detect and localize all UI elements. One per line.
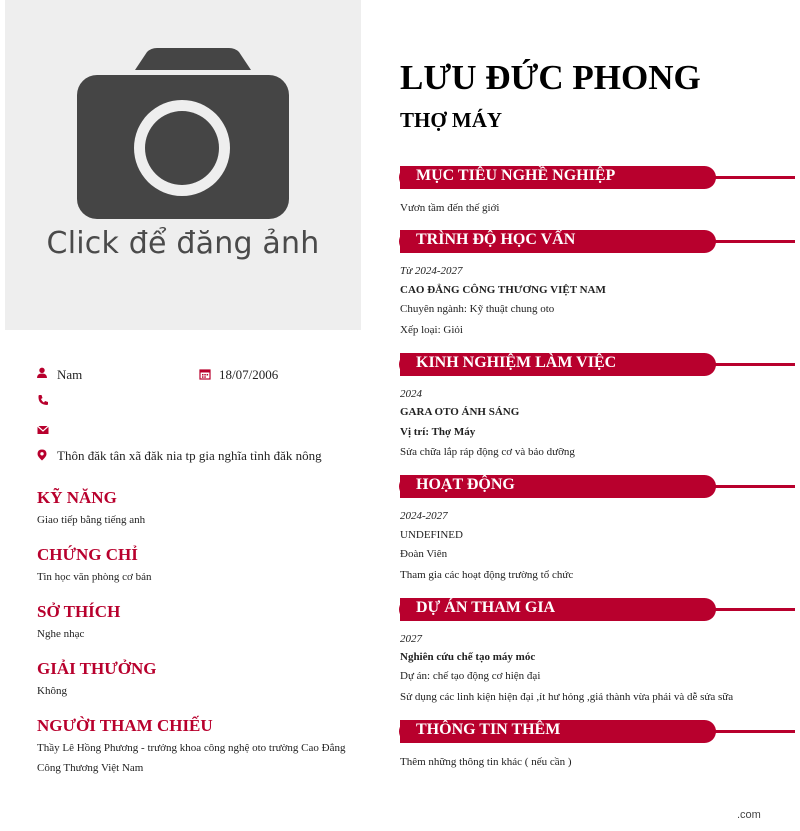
job-title: THỢ MÁY	[400, 108, 503, 132]
references-heading: NGƯỜI THAM CHIẾU	[37, 716, 213, 735]
calendar-icon	[199, 368, 211, 380]
hobbies-text: Nghe nhạc	[37, 628, 85, 640]
projects-period: 2027	[400, 633, 422, 645]
activities-heading: HOẠT ĐỘNG	[416, 476, 515, 493]
awards-text: Không	[37, 685, 67, 697]
experience-heading: KINH NGHIỆM LÀM VIỆC	[416, 354, 617, 371]
certificates-text: Tin học văn phòng cơ bản	[37, 571, 152, 583]
education-grade: Xếp loại: Giỏi	[400, 324, 463, 336]
location-icon	[36, 449, 48, 461]
phone-field[interactable]	[57, 390, 177, 408]
experience-description: Sửa chữa lắp ráp động cơ và bảo dưỡng	[400, 446, 575, 458]
education-school: CAO ĐẲNG CÔNG THƯƠNG VIỆT NAM	[400, 284, 606, 296]
hobbies-heading: SỞ THÍCH	[37, 602, 121, 621]
objective-header	[400, 166, 716, 189]
birthday-value: 18/07/2006	[219, 367, 279, 382]
additional-header	[400, 720, 716, 743]
footer-domain: .com	[737, 809, 761, 821]
experience-header	[400, 353, 716, 376]
email-field[interactable]	[57, 420, 207, 438]
education-heading: TRÌNH ĐỘ HỌC VẤN	[416, 231, 576, 248]
education-period: Từ 2024-2027	[400, 265, 463, 277]
experience-company: GARA OTO ÁNH SÁNG	[400, 406, 520, 418]
additional-heading: THÔNG TIN THÊM	[416, 721, 561, 738]
activities-role: Đoàn Viên	[400, 548, 448, 560]
references-text: Thầy Lê Hồng Phương - trưởng khoa công nghệ oto trường Cao Đẳng Công Thương Việt Nam	[37, 742, 346, 774]
skills-text: Giao tiếp bằng tiếng anh	[37, 514, 146, 526]
candidate-name: LƯU ĐỨC PHONG	[400, 58, 701, 97]
awards-heading: GIẢI THƯỞNG	[37, 659, 157, 678]
experience-position: Vị trí: Thợ Máy	[400, 426, 476, 438]
email-icon	[37, 424, 49, 436]
education-header	[400, 230, 716, 253]
projects-heading: DỰ ÁN THAM GIA	[416, 599, 556, 616]
education-major: Chuyên ngành: Kỹ thuật chung oto	[400, 303, 555, 315]
user-icon	[36, 367, 48, 379]
camera-icon	[5, 0, 361, 230]
upload-photo-text[interactable]: Click để đăng ảnh	[46, 226, 320, 261]
activities-header	[400, 475, 716, 498]
projects-name: Nghiên cứu chế tạo máy móc	[400, 651, 536, 663]
activities-period: 2024-2027	[400, 510, 448, 522]
phone-icon	[37, 394, 49, 406]
projects-project: Dự án: chế tạo động cơ hiện đại	[400, 670, 541, 682]
skills-heading: KỸ NĂNG	[37, 488, 117, 507]
activities-org: UNDEFINED	[400, 529, 463, 541]
address-value: Thôn đăk tân xã đăk nia tp gia nghĩa tỉnh đăk nông	[57, 448, 322, 463]
additional-text: Thêm những thông tin khác ( nếu cần )	[400, 756, 572, 768]
objective-text: Vươn tầm đến thế giới	[400, 202, 500, 214]
projects-header	[400, 598, 716, 621]
photo-upload-area[interactable]	[5, 0, 361, 330]
gender-value: Nam	[57, 367, 83, 382]
certificates-heading: CHỨNG CHỈ	[37, 545, 138, 564]
objective-heading: MỤC TIÊU NGHỀ NGHIỆP	[416, 167, 616, 184]
experience-period: 2024	[400, 388, 422, 400]
projects-description: Sử dụng các linh kiện hiện đại ,ít hư hỏng ,giá thành vừa phải và dễ sửa sữa	[400, 691, 734, 703]
activities-description: Tham gia các hoạt động trường tổ chức	[400, 569, 574, 581]
